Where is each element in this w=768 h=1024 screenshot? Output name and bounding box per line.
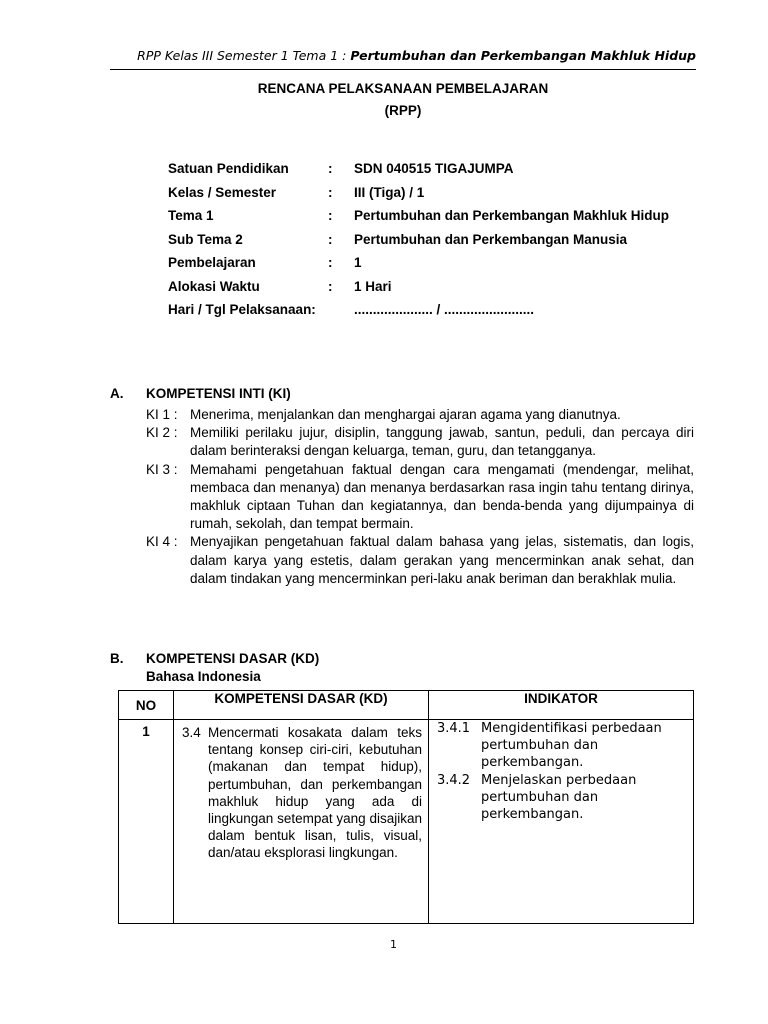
info-colon: : <box>328 231 333 247</box>
ki-code: KI 1 : <box>146 407 178 422</box>
ki-text: Memiliki perilaku jujur, disiplin, tanggung jawab, santun, peduli, dan percaya diri dalam berinteraksi dengan keluarga, teman, guru, dan tetangganya. <box>190 425 694 459</box>
info-value: III (Tiga) / 1 <box>354 184 425 200</box>
page-number: 1 <box>390 938 397 951</box>
kd-cell <box>174 720 429 924</box>
subject-heading: Bahasa Indonesia <box>146 669 261 684</box>
title-line-2: (RPP) <box>384 103 422 118</box>
running-header <box>110 48 696 70</box>
info-colon: : <box>328 255 333 270</box>
indicator-item <box>437 772 687 824</box>
section-letter: A. <box>110 386 124 401</box>
info-value: Pertumbuhan dan Perkembangan Manusia <box>354 231 628 247</box>
indicator-number: 3.4.1 <box>437 721 471 736</box>
ki-code: KI 2 : <box>146 425 178 441</box>
row-number: 1 <box>119 720 174 924</box>
info-row <box>168 207 708 224</box>
info-label: Tema 1 <box>168 208 214 223</box>
table-header-row <box>119 691 694 720</box>
info-row <box>168 278 708 295</box>
indicator-number: 3.4.2 <box>437 772 471 788</box>
column-header-no: NO <box>119 691 174 720</box>
info-value: Pertumbuhan dan Perkembangan Makhluk Hidup <box>354 208 670 223</box>
indicator-text: Menjelaskan perbedaan pertumbuhan dan perkembangan. <box>481 772 637 823</box>
ki-item <box>146 406 694 424</box>
kd-table <box>118 690 694 924</box>
indicator-item <box>437 720 687 772</box>
section-letter: B. <box>110 651 124 666</box>
column-header-kd: KOMPETENSI DASAR (KD) <box>174 691 429 720</box>
info-label: Alokasi Waktu <box>168 278 260 294</box>
info-value: 1 Hari <box>354 278 392 294</box>
info-colon: : <box>328 208 333 223</box>
info-label: Satuan Pendidikan <box>168 161 289 176</box>
column-header-indikator: INDIKATOR <box>429 691 694 720</box>
identity-block <box>168 160 708 325</box>
info-colon: : <box>328 184 333 200</box>
info-row <box>168 184 708 201</box>
title-line-1: RENCANA PELAKSANAAN PEMBELAJARAN <box>257 81 549 96</box>
info-label: Hari / Tgl Pelaksanaan: <box>168 302 316 317</box>
info-label: Kelas / Semester <box>168 184 277 200</box>
section-title: KOMPETENSI INTI (KI) <box>146 386 291 401</box>
info-label: Pembelajaran <box>168 255 256 270</box>
ki-item <box>146 533 694 588</box>
header-bold: Pertumbuhan dan Perkembangan Makhluk Hidup <box>350 48 696 63</box>
info-colon: : <box>328 161 333 176</box>
section-a-heading <box>110 386 291 401</box>
ki-item <box>146 424 694 460</box>
info-row <box>168 160 708 177</box>
section-b-heading <box>110 651 319 666</box>
info-row <box>168 301 708 318</box>
kd-text: Mencermati kosakata dalam teks tentang konsep ciri-ciri, kebutuhan (makanan dan tempat hidup), pertumbuhan, dan perkembangan makhluk hidup yang ada di lingkungan setempat yang disajikan dalam bentuk lisan, tulis, visual, dan/atau eksplorasi lingkungan. <box>208 725 422 861</box>
indicator-cell <box>429 720 694 924</box>
ki-list <box>146 406 694 588</box>
ki-text: Memahami pengetahuan faktual dengan cara mengamati (mendengar, melihat, membaca dan menanya) dan menanya berdasarkan rasa ingin tahu tentang dirinya, makhluk ciptaan Tuhan dan kegiatannya, dan benda-benda yang dijumpainya di rumah, sekolah, dan tempat bermain. <box>190 461 694 532</box>
ki-item <box>146 461 694 534</box>
info-colon: : <box>328 278 333 294</box>
info-value: ..................... / ........................ <box>354 302 535 317</box>
header-plain: RPP Kelas III Semester 1 Tema 1 : <box>137 48 351 63</box>
info-value: 1 <box>354 255 362 270</box>
ki-code: KI 4 : <box>146 534 178 550</box>
document-title <box>110 78 696 122</box>
ki-code: KI 3 : <box>146 461 178 477</box>
table-row <box>119 720 694 924</box>
info-label: Sub Tema 2 <box>168 231 243 247</box>
section-title: KOMPETENSI DASAR (KD) <box>146 651 320 666</box>
ki-text: Menyajikan pengetahuan faktual dalam bahasa yang jelas, sistematis, dan logis, dalam karya yang estetis, dalam gerakan yang mencerminkan anak sehat, dan dalam tindakan yang mencerminkan peri-laku anak beriman dan berakhlak mulia. <box>190 534 694 586</box>
indicator-text: Mengidentifikasi perbedaan pertumbuhan dan perkembangan. <box>481 721 662 771</box>
info-row <box>168 231 708 248</box>
kd-entry <box>182 724 422 862</box>
kd-number: 3.4 <box>182 725 201 740</box>
info-row <box>168 254 708 271</box>
info-value: SDN 040515 TIGAJUMPA <box>354 161 514 176</box>
ki-text: Menerima, menjalankan dan menghargai ajaran agama yang dianutnya. <box>190 407 621 422</box>
